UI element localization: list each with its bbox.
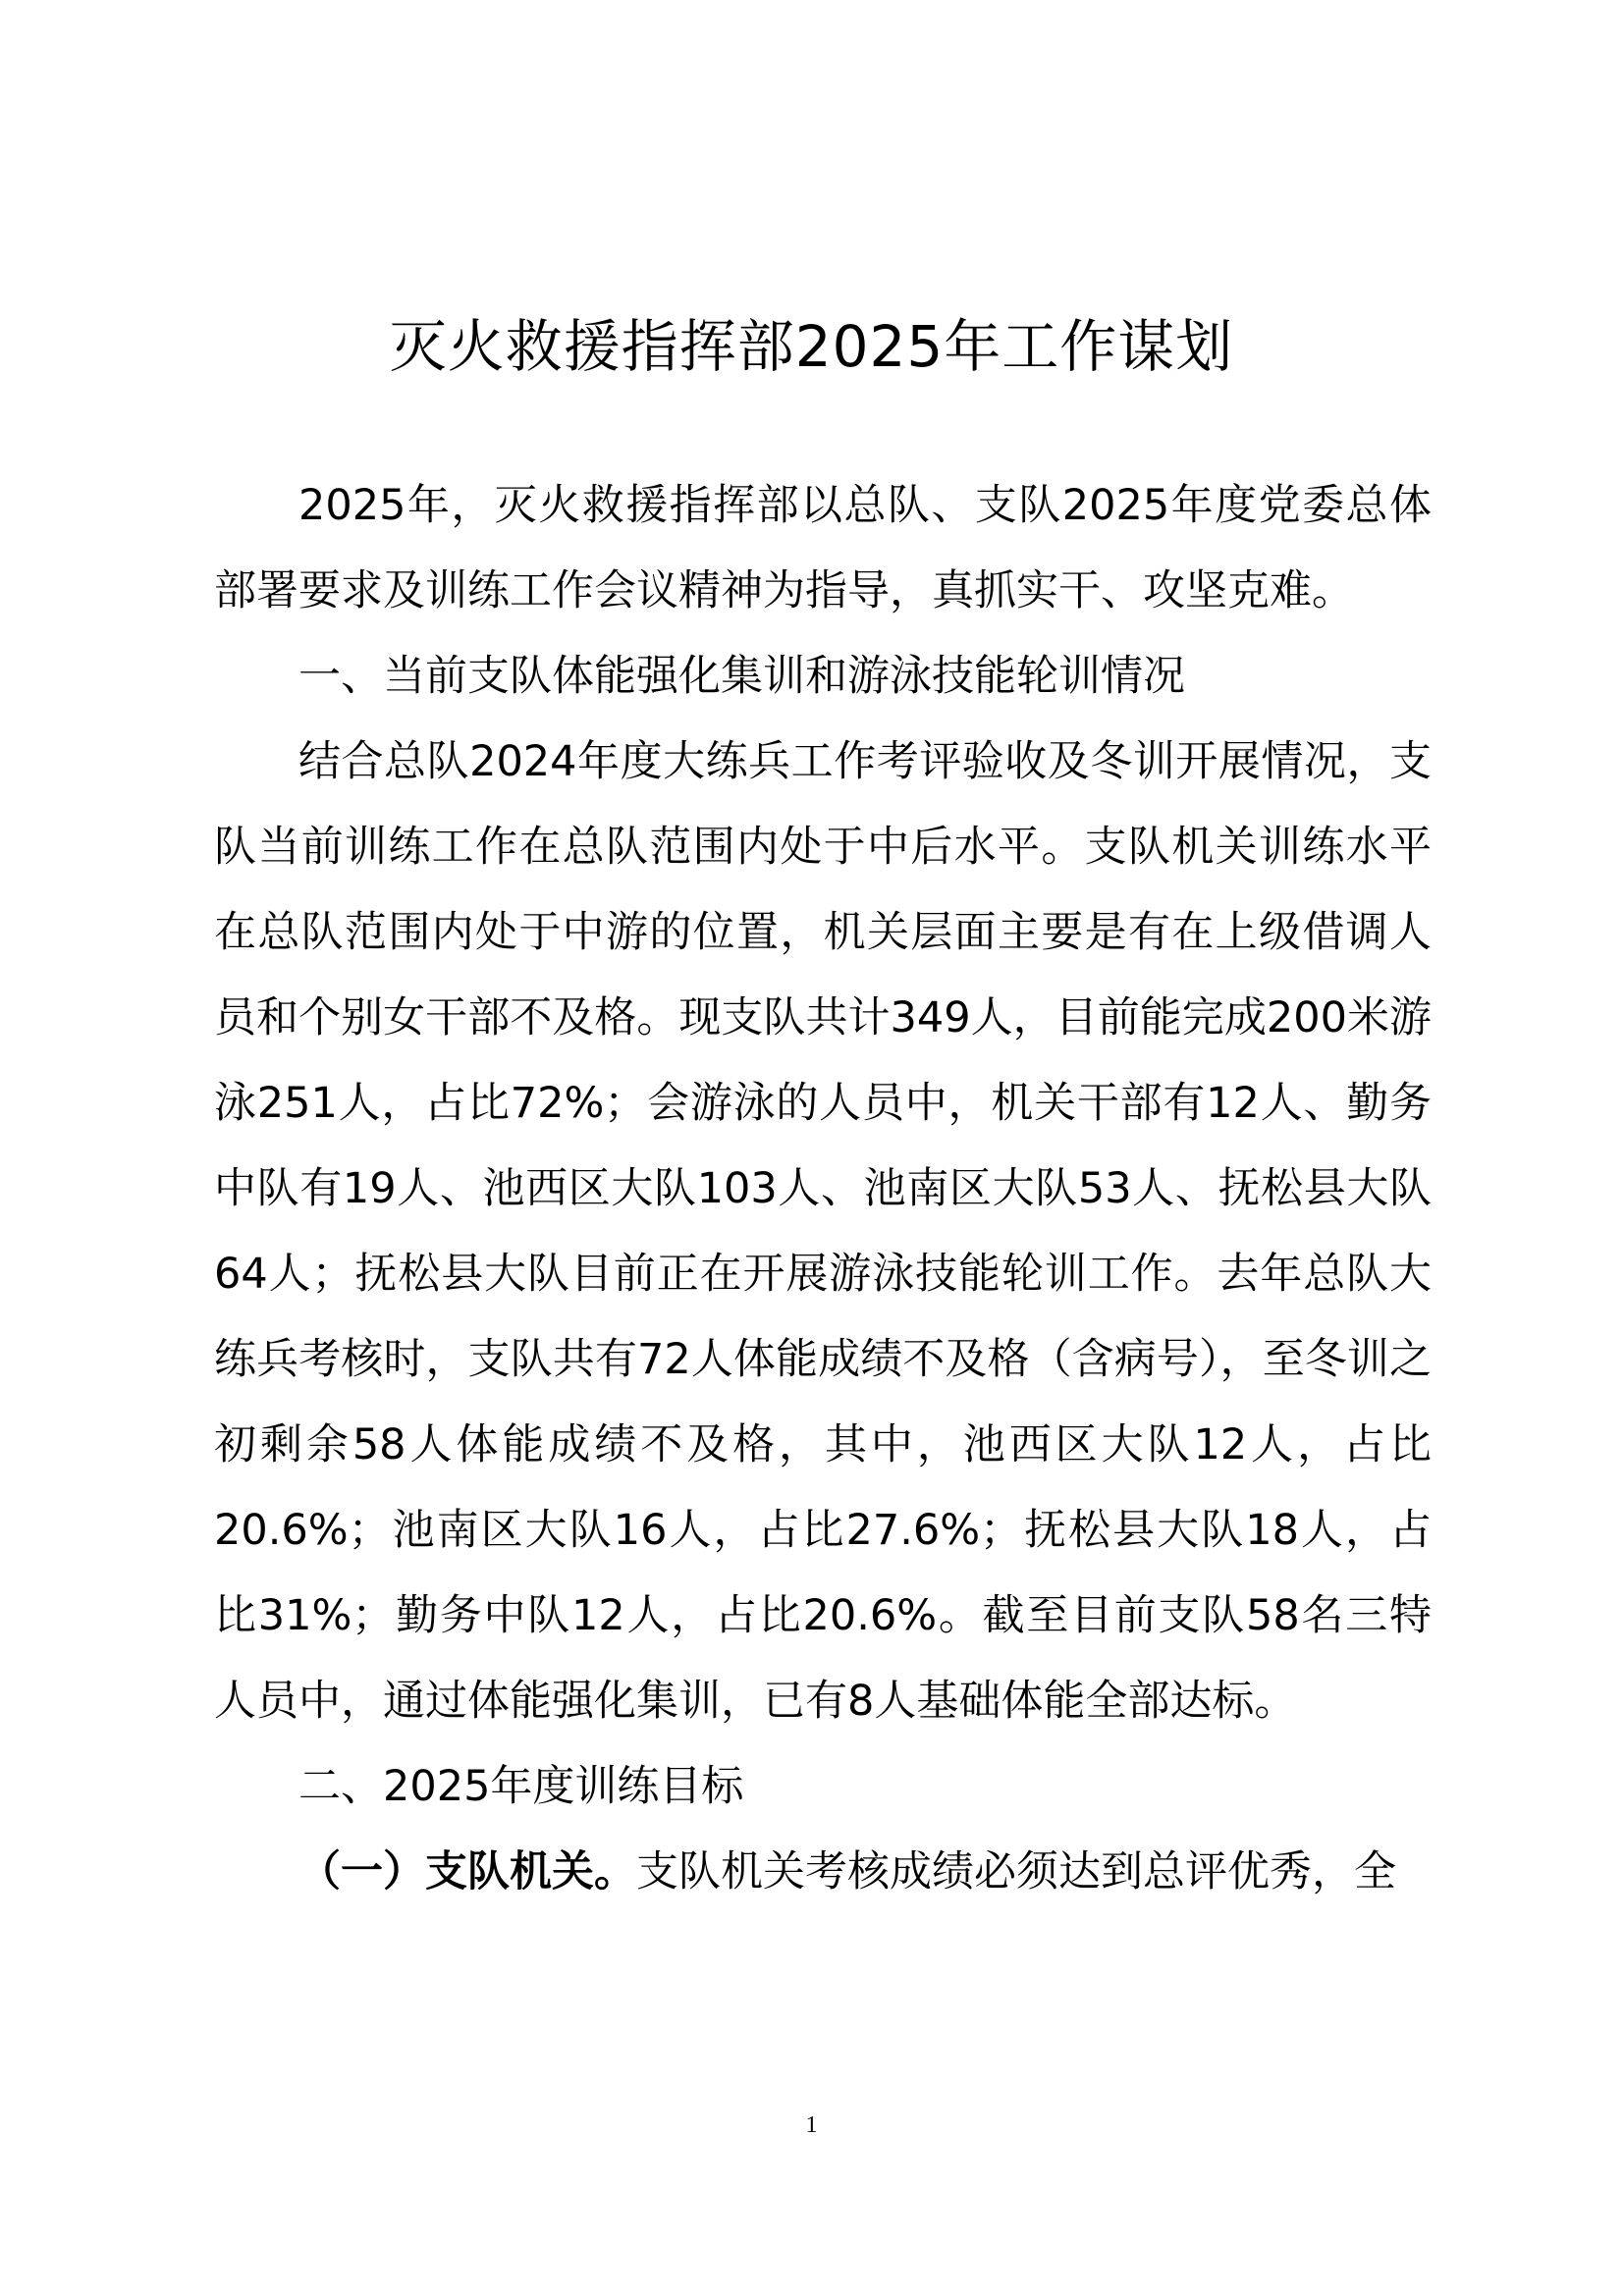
document-body — [214, 463, 1432, 1915]
page-number: 1 — [805, 2112, 818, 2138]
section-heading-1: 一、当前支队体能强化集训和游泳技能轮训情况 — [298, 652, 1185, 701]
training-status-paragraph: 结合总队2024年度大练兵工作考评验收及冬训开展情况，支队当前训练工作在总队范围内处于中后水平。支队机关训练水平在总队范围内处于中游的位置，机关层面主要是有在上级借调人员和个别女干部不及格。现支队共计349人，目前能完成200米游泳251人，占比72%；会游泳的人员中，机关干部有12人、勤务中队有19人、池西区大队103人、池南区大队53人、抚松县大队64人；抚松县大队目前正在开展游泳技能轮训工作。去年总队大练兵考核时，支队共有72人体能成绩不及格（含病号），至冬训之初剩余58人体能成绩不及格，其中，池西区大队12人，占比20.6%；池南区大队16人，占比27.6%；抚松县大队18人，占比31%；勤务中队12人，占比20.6%。截至目前支队58名三特人员中，通过体能强化集训，已有8人基础体能全部达标。 — [214, 737, 1432, 1726]
intro-paragraph: 2025年，灭火救援指挥部以总队、支队2025年度党委总体部署要求及训练工作会议精神为指导，真抓实干、攻坚克难。 — [214, 481, 1432, 615]
section-heading-2: 二、2025年度训练目标 — [298, 1762, 744, 1811]
subsection-paragraph — [214, 1830, 1432, 1915]
subsection-text: 支队机关考核成绩必须达到总评优秀，全 — [636, 1847, 1396, 1896]
document-title: 灭火救援指挥部2025年工作谋划 — [389, 313, 1234, 380]
subsection-lead: （一）支队机关。 — [298, 1847, 636, 1896]
